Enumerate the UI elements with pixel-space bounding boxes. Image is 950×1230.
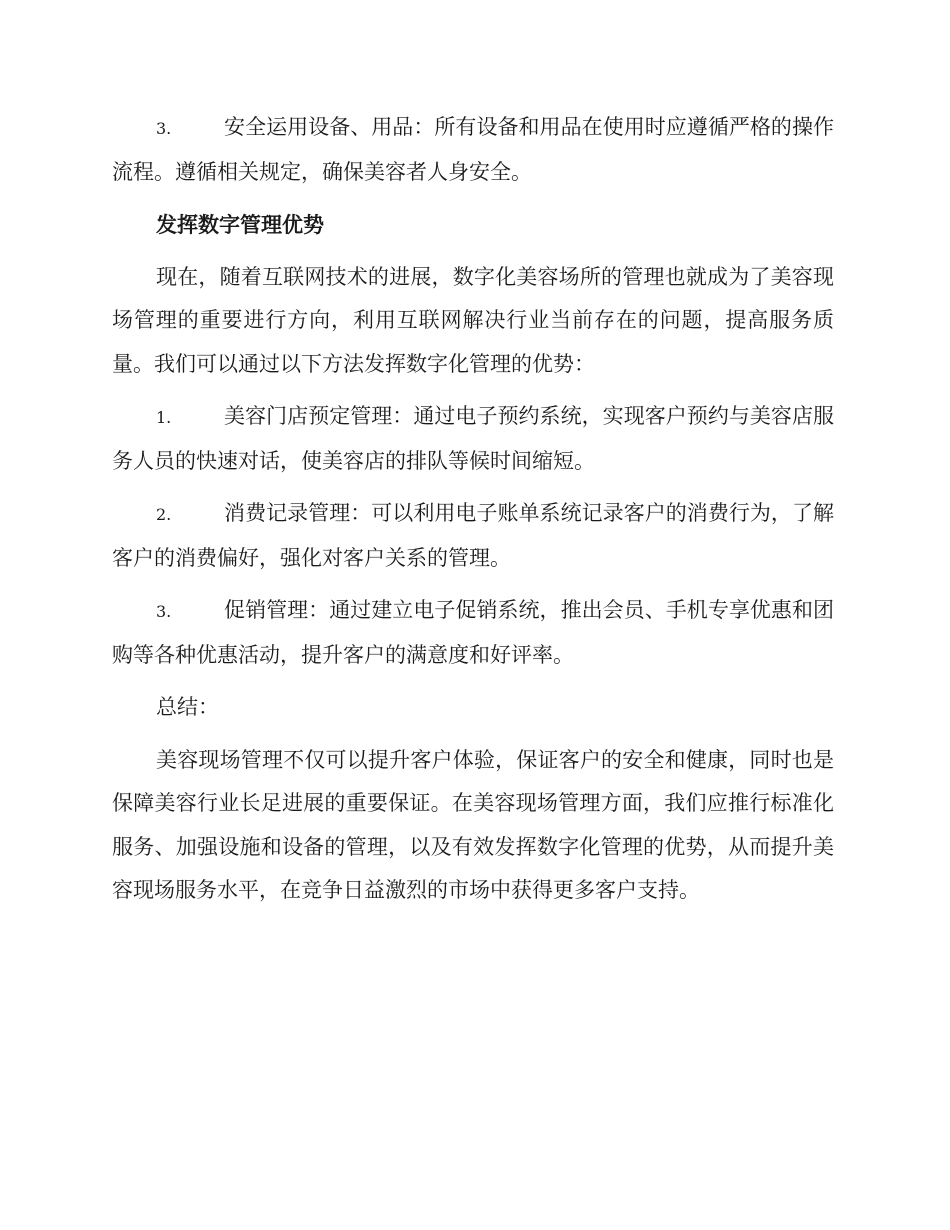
list-number: 3. bbox=[156, 119, 172, 138]
summary-paragraph: 美容现场管理不仅可以提升客户体验，保证客户的安全和健康，同时也是保障美容行业长足进展的重要保证。在美容现场管理方面，我们应推行标准化服务、加强设施和设备的管理，以及有效发挥数字化管理的优势，从而提升美容现场服务水平，在竞争日益激烈的市场中获得更多客户支持。 bbox=[112, 747, 834, 902]
list-item-records bbox=[112, 492, 834, 580]
list-item-text: 促销管理：通过建立电子促销系统，推出会员、手机专享优惠和团购等各种优惠活动，提升客户的满意度和好评率。 bbox=[112, 598, 834, 667]
list-number: 3. bbox=[156, 602, 172, 621]
list-item-promotion bbox=[112, 589, 834, 677]
list-item-booking bbox=[112, 395, 834, 483]
list-item-safety bbox=[112, 106, 834, 194]
list-item-text: 安全运用设备、用品：所有设备和用品在使用时应遵循严格的操作流程。遵循相关规定，确保美容者人身安全。 bbox=[112, 115, 834, 184]
list-item-text: 美容门店预定管理：通过电子预约系统，实现客户预约与美容店服务人员的快速对话，使美容店的排队等候时间缩短。 bbox=[112, 404, 834, 473]
intro-paragraph: 现在，随着互联网技术的进展，数字化美容场所的管理也就成为了美容现场管理的重要进行方向，利用互联网解决行业当前存在的问题，提高服务质量。我们可以通过以下方法发挥数字化管理的优势： bbox=[112, 264, 834, 376]
list-number: 2. bbox=[156, 505, 172, 524]
list-item-text: 消费记录管理：可以利用电子账单系统记录客户的消费行为，了解客户的消费偏好，强化对客户关系的管理。 bbox=[112, 501, 834, 570]
section-heading: 发挥数字管理优势 bbox=[156, 212, 324, 237]
summary-label: 总结： bbox=[156, 695, 219, 719]
list-number: 1. bbox=[156, 408, 172, 427]
document-page bbox=[112, 106, 834, 913]
